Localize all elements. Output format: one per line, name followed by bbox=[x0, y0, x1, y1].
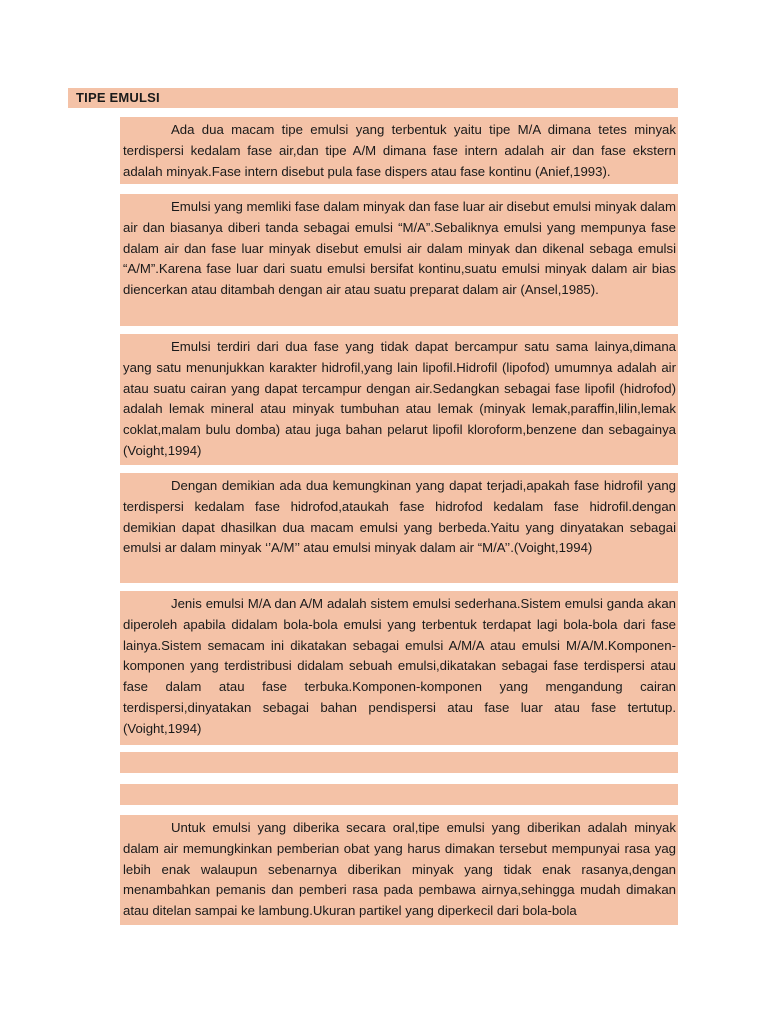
paragraph-block-6 bbox=[120, 815, 678, 925]
empty-highlight-row-2 bbox=[120, 784, 678, 805]
paragraph-block-5 bbox=[120, 591, 678, 745]
paragraph-block-2 bbox=[120, 194, 678, 326]
section-title-bar bbox=[68, 88, 678, 108]
section-title: TIPE EMULSI bbox=[76, 90, 160, 105]
paragraph-block-1 bbox=[120, 117, 678, 184]
paragraph-3: Emulsi terdiri dari dua fase yang tidak dapat bercampur satu sama lainya,dimana yang satu menunjukkan karakter hidrofil,yang lain lipofil.Hidrofil (lipofod) umumnya adalah air atau suatu cairan yang dapat tercampur dengan air.Sedangkan sebagai fase lipofil (hidrofod) adalah lemak mineral atau minyak tumbuhan atau lemak (minyak lemak,paraffin,lilin,lemak coklat,malam bulu domba) atau juga bahan pelarut lipofil kloroform,benzene dan sebagainya (Voight,1994) bbox=[123, 339, 676, 458]
paragraph-1: Ada dua macam tipe emulsi yang terbentuk yaitu tipe M/A dimana tetes minyak terdispersi kedalam fase air,dan tipe A/M dimana fase intern adalah air dan fase ekstern adalah minyak.Fase intern disebut pula fase dispers atau fase kontinu (Anief,1993). bbox=[123, 122, 676, 179]
paragraph-5: Jenis emulsi M/A dan A/M adalah sistem emulsi sederhana.Sistem emulsi ganda akan diperoleh apabila didalam bola-bola emulsi yang terbentuk terdapat lagi bola-bola dari fase lainya.Sistem semacam ini dikatakan sebagai emulsi A/M/A atau emulsi M/A/M.Komponen-komponen yang terdistribusi didalam sebuah emulsi,dikatakan sebagai fase terdispersi atau fase dalam atau fase terbuka.Komponen-komponen yang mengandung cairan terdispersi,dinyatakan sebagai bahan pendispersi atau fase luar atau fase tertutup.(Voight,1994) bbox=[123, 596, 676, 736]
empty-highlight-row-1 bbox=[120, 752, 678, 773]
paragraph-block-4 bbox=[120, 473, 678, 583]
paragraph-6: Untuk emulsi yang diberika secara oral,tipe emulsi yang diberikan adalah minyak dalam air memungkinkan pemberian obat yang harus dimakan tersebut mempunyai rasa yag lebih enak walaupun sebenarnya diberikan minyak yang tidak enak rasanya,dengan menambahkan pemanis dan pemberi rasa pada pembawa airnya,sehingga mudah dimakan atau ditelan sampai ke lambung.Ukuran partikel yang diperkecil dari bola-bola bbox=[123, 820, 676, 919]
paragraph-2: Emulsi yang memliki fase dalam minyak dan fase luar air disebut emulsi minyak dalam air dan biasanya diberi tanda sebagai emulsi “M/A”.Sebaliknya emulsi yang mempunya fase dalam air dan fase luar minyak disebut emulsi air dalam minyak dan dikenal sebaga emulsi “A/M”.Karena fase luar dari suatu emulsi bersifat kontinu,suatu emulsi minyak dalam air bias diencerkan atau ditambah dengan air atau suatu preparat dalam air (Ansel,1985). bbox=[123, 199, 676, 298]
paragraph-block-3 bbox=[120, 334, 678, 465]
paragraph-4: Dengan demikian ada dua kemungkinan yang dapat terjadi,apakah fase hidrofil yang terdispersi kedalam fase hidrofod,ataukah fase hidrofod kedalam fase hidrofil.dengan demikian dapat dhasilkan dua macam emulsi yang berbeda.Yaitu yang dinyatakan sebagai emulsi ar dalam minyak ‘’A/M’’ atau emulsi minyak dalam air “M/A’’.(Voight,1994) bbox=[123, 478, 676, 556]
